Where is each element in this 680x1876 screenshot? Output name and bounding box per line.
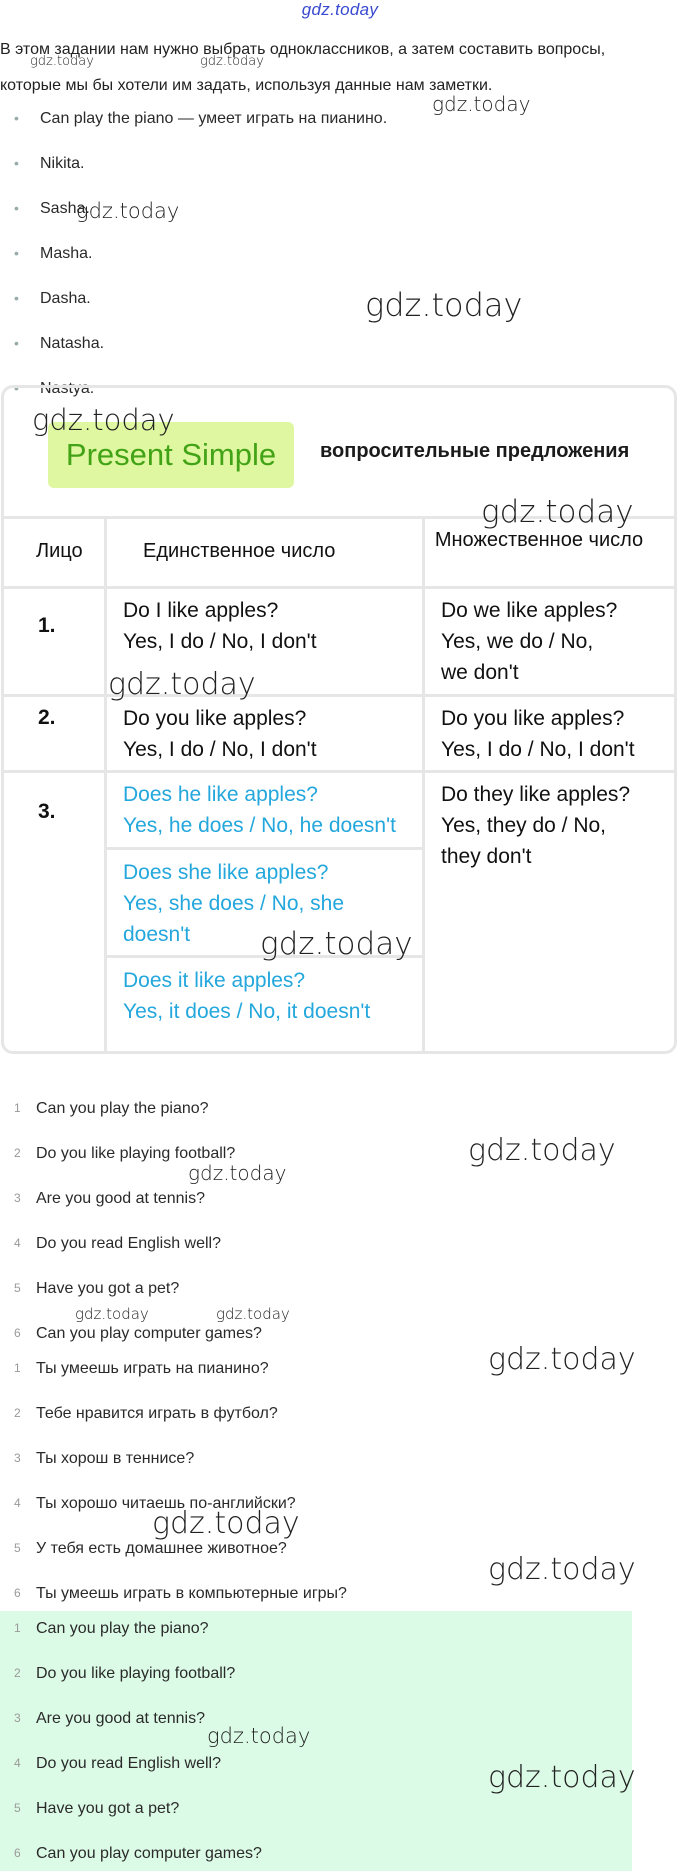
divider bbox=[422, 516, 425, 1054]
table-subtitle: вопросительные предложения bbox=[320, 440, 630, 462]
row-number: 2. bbox=[38, 706, 56, 729]
list-item: 5 Have you got a pet? bbox=[14, 1800, 180, 1817]
list-item: • Nikita. bbox=[0, 141, 640, 186]
answers-en-list bbox=[0, 1606, 630, 1876]
list-item: 3 Are you good at tennis? bbox=[14, 1190, 206, 1207]
list-item: • Can play the piano — умеет играть на пианино. bbox=[0, 96, 640, 141]
bullet-icon: • bbox=[14, 380, 19, 396]
watermark: gdz.today bbox=[488, 1342, 636, 1377]
header-person: Лицо bbox=[36, 540, 83, 562]
watermark: gdz.today bbox=[108, 667, 256, 702]
bullet-icon: • bbox=[14, 290, 19, 306]
list-item: 6 Can you play computer games? bbox=[14, 1845, 262, 1862]
tense-badge: Present Simple bbox=[48, 422, 294, 488]
watermark: gdz.today bbox=[468, 1133, 616, 1168]
list-item: 2 Тебе нравится играть в футбол? bbox=[14, 1405, 278, 1422]
table-cell: Do I like apples? Yes, I do / No, I don't bbox=[123, 599, 317, 653]
watermark: gdz.today bbox=[30, 54, 94, 69]
list-item: 1 Can you play the piano? bbox=[14, 1620, 209, 1637]
watermark: gdz.today bbox=[188, 1161, 287, 1185]
watermark: gdz.today bbox=[260, 926, 413, 962]
table-cell: Do you like apples? Yes, I do / No, I don't bbox=[123, 707, 317, 761]
bullet-icon: • bbox=[14, 335, 19, 351]
list-item: 5 Have you got a pet? bbox=[14, 1280, 180, 1297]
bullet-icon: • bbox=[14, 245, 19, 261]
watermark: gdz.today bbox=[488, 1552, 636, 1587]
watermark: gdz.today bbox=[432, 92, 531, 116]
list-item: • Masha. bbox=[0, 231, 640, 276]
task-intro-text: В этом задании нам нужно выбрать одноклассников, а затем составить вопросы, которые мы бы хотели им задать, используя данные нам заметки. bbox=[0, 41, 606, 94]
list-item: 6 Ты умеешь играть в компьютерные игры? bbox=[14, 1585, 347, 1602]
list-item: • Nastya. bbox=[0, 366, 640, 411]
site-logo-link[interactable]: gdz.today bbox=[301, 0, 379, 19]
watermark: gdz.today bbox=[481, 494, 634, 530]
watermark: gdz.today bbox=[488, 1760, 636, 1795]
watermark: gdz.today bbox=[76, 199, 180, 223]
watermark: gdz.today bbox=[216, 1305, 290, 1323]
list-item: • Dasha. bbox=[0, 276, 640, 321]
bullet-icon: • bbox=[14, 200, 19, 216]
list-item: 4 Do you read English well? bbox=[14, 1755, 221, 1772]
table-cell: Does it like apples? Yes, it does / No, it doesn't bbox=[123, 969, 371, 1023]
header-plural: Множественное число bbox=[434, 529, 644, 551]
list-item: 3 Ты хорош в теннисе? bbox=[14, 1450, 195, 1467]
list-item: 2 Do you like playing football? bbox=[14, 1665, 236, 1682]
table-cell: Do we like apples? Yes, we do / No, we don't bbox=[441, 599, 618, 684]
header-singular: Единственное число bbox=[143, 540, 336, 562]
bullet-icon: • bbox=[14, 110, 19, 126]
watermark: gdz.today bbox=[207, 1724, 311, 1748]
divider bbox=[104, 516, 107, 1054]
list-item: 6 Can you play computer games? bbox=[14, 1325, 262, 1342]
list-item: 2 Do you like playing football? bbox=[14, 1145, 236, 1162]
row-number: 1. bbox=[38, 614, 56, 637]
watermark: gdz.today bbox=[32, 403, 175, 437]
row-number: 3. bbox=[38, 800, 56, 823]
divider bbox=[104, 847, 424, 850]
list-item: 4 Do you read English well? bbox=[14, 1235, 221, 1252]
list-item: 4 Ты хорошо читаешь по-английски? bbox=[14, 1495, 296, 1512]
table-cell: Does he like apples? Yes, he does / No, he doesn't bbox=[123, 783, 396, 837]
list-item: 1 Ты умеешь играть на пианино? bbox=[14, 1360, 269, 1377]
watermark: gdz.today bbox=[152, 1506, 300, 1541]
bullet-icon: • bbox=[14, 155, 19, 171]
watermark: gdz.today bbox=[200, 54, 264, 69]
table-cell: Does she like apples? Yes, she does / No, she doesn't bbox=[123, 861, 345, 946]
list-item: 3 Are you good at tennis? bbox=[14, 1710, 206, 1727]
list-item: • Natasha. bbox=[0, 321, 640, 366]
students-list bbox=[0, 96, 640, 411]
watermark: gdz.today bbox=[75, 1305, 149, 1323]
watermark: gdz.today bbox=[365, 286, 523, 324]
table-cell: Do they like apples? Yes, they do / No, they don't bbox=[441, 783, 631, 868]
list-item: 5 У тебя есть домашнее животное? bbox=[14, 1540, 287, 1557]
table-cell: Do you like apples? Yes, I do / No, I don't bbox=[441, 707, 635, 761]
list-item: 1 Can you play the piano? bbox=[14, 1100, 209, 1117]
list-item: • Sasha. bbox=[0, 186, 640, 231]
